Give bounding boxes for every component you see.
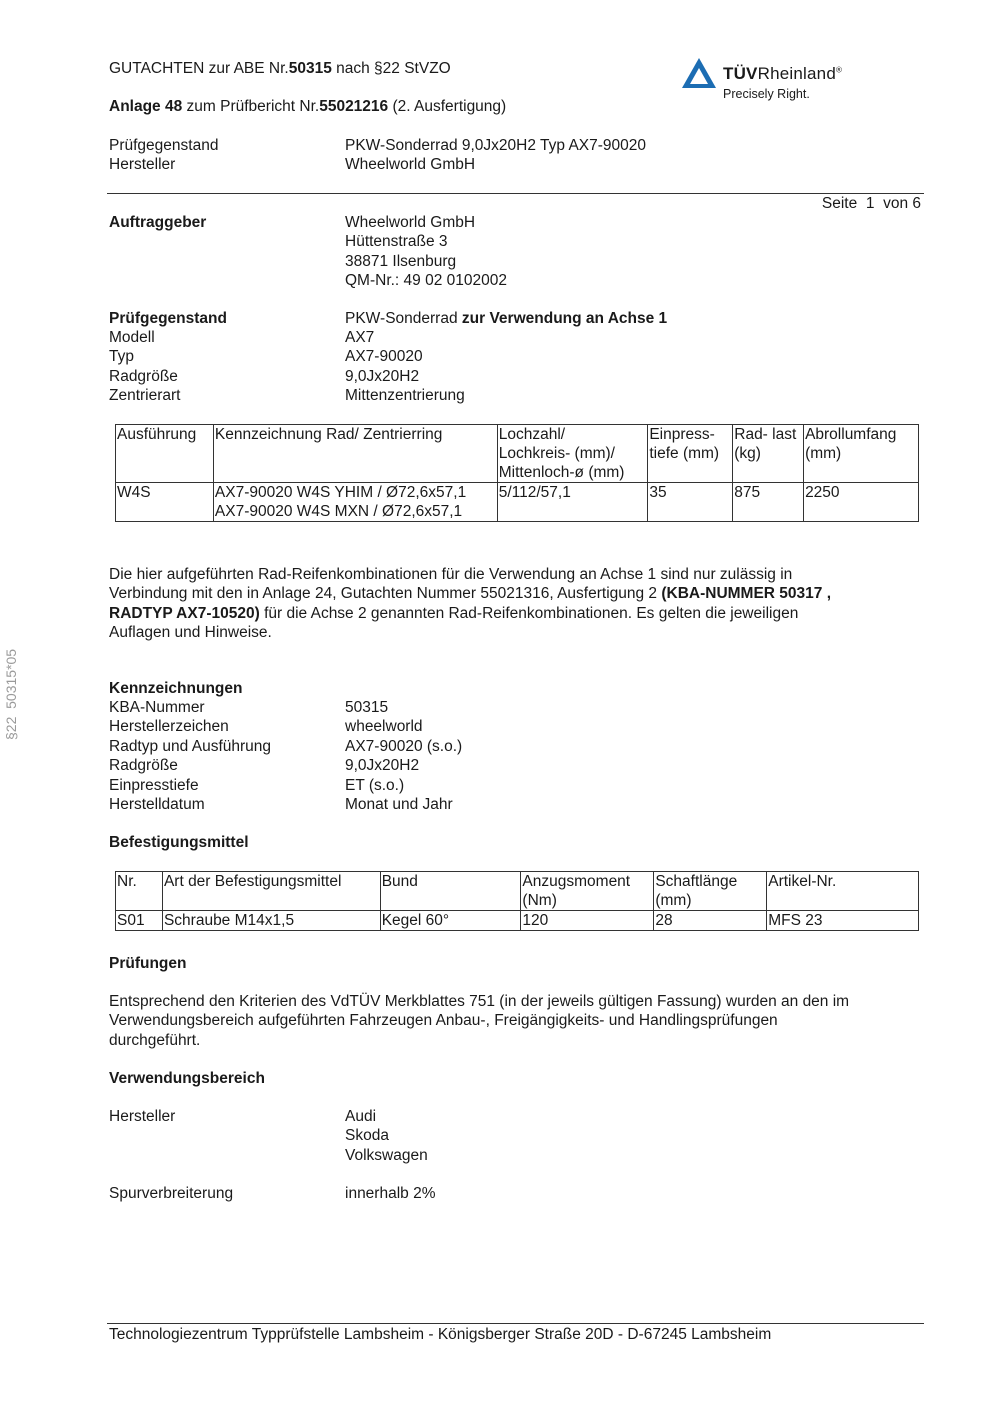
header-text: Rad- last <box>734 426 797 443</box>
paragraph-line <box>109 604 929 623</box>
header-text: Mittenloch-ø (mm) <box>498 464 625 481</box>
kennz-value: 50315 <box>345 699 389 716</box>
header-text: Lochkreis- (mm)/ <box>498 445 615 462</box>
spurverbreiterung-value: innerhalb 2% <box>345 1185 436 1202</box>
table-header-cell <box>521 872 654 911</box>
kennz-value: wheelworld <box>345 718 423 736</box>
pruef-value: AX7-90020 <box>345 348 423 366</box>
pruef-value: 9,0Jx20H2 <box>345 367 420 385</box>
cell-kennzeichnung <box>213 483 497 522</box>
header-value-pruefgegenstand: PKW-Sonderrad 9,0Jx20H2 Typ AX7-90020 <box>345 137 647 154</box>
table-header-cell <box>804 425 919 483</box>
gutachten-title <box>109 59 451 78</box>
header-text: (Nm) <box>522 892 557 909</box>
list-item: Audi <box>345 1108 377 1125</box>
pruef-values <box>345 328 465 406</box>
table-header-cell <box>497 425 648 483</box>
tuv-brand-bold: TÜV <box>723 64 758 83</box>
ausfertigung-text: (2. Ausfertigung) <box>388 98 507 115</box>
kennz-label: Radtyp und Ausführung <box>109 737 272 755</box>
gutachten-suffix: nach §22 StVZO <box>331 60 451 77</box>
address-line: Hüttenstraße 3 <box>345 233 448 251</box>
table-row <box>116 483 919 522</box>
header-text: (kg) <box>734 445 761 462</box>
pruefgegenstand-label: Prüfgegenstand <box>109 310 227 327</box>
pruefgegenstand-value-plain: PKW-Sonderrad <box>345 310 462 327</box>
tuv-triangle-icon <box>681 57 717 89</box>
anlage-mid: zum Prüfbericht Nr. <box>182 98 320 115</box>
anlage-line <box>109 97 506 116</box>
cell-nr: S01 <box>116 911 163 931</box>
auftraggeber-label: Auftraggeber <box>109 214 207 231</box>
table-header-row <box>116 872 919 911</box>
pruefgegenstand-value <box>345 309 667 328</box>
cell-abrollumfang: 2250 <box>804 483 919 522</box>
header-label-pruefgegenstand: Prüfgegenstand <box>109 137 219 154</box>
list-item: Volkswagen <box>345 1146 428 1164</box>
address-line: Wheelworld GmbH <box>345 214 476 231</box>
paragraph-text: für die Achse 2 genannten Rad-Reifenkombinationen. Es gelten die jeweiligen <box>259 604 799 622</box>
tuv-tagline: Precisely Right. <box>723 87 810 101</box>
table-header-cell <box>213 425 497 483</box>
pruef-label: Radgröße <box>109 367 178 385</box>
header-label-hersteller: Hersteller <box>109 156 176 173</box>
paragraph-line: Die hier aufgeführten Rad-Reifenkombinationen für die Verwendung an Achse 1 sind nur zulässig in <box>109 566 793 583</box>
tuv-brand <box>723 64 842 84</box>
pruef-label: Modell <box>109 329 155 346</box>
header-text: (mm) <box>655 892 692 909</box>
pruefungen-text <box>109 992 929 1050</box>
befestigung-title: Befestigungsmittel <box>109 834 249 851</box>
kennzeichnungen-title: Kennzeichnungen <box>109 680 243 697</box>
header-text: Einpress- <box>649 426 715 443</box>
address-line: QM-Nr.: 49 02 0102002 <box>345 272 507 290</box>
cell-artikel: MFS 23 <box>767 911 919 931</box>
kennz-label: Radgröße <box>109 757 178 775</box>
table-header-row <box>116 425 919 483</box>
befestigung-table <box>115 871 919 931</box>
kennzeichnungen-labels <box>109 698 271 814</box>
header-text: Nr. <box>117 873 137 890</box>
table-header-cell <box>116 425 214 483</box>
table-header-cell <box>116 872 163 911</box>
header-text: Art der Befestigungsmittel <box>163 873 342 890</box>
tuv-logo <box>681 57 921 103</box>
header-text: Lochzahl/ <box>498 426 566 443</box>
cell-ausfuehrung: W4S <box>116 483 214 522</box>
verwendung-hersteller-label: Hersteller <box>109 1108 176 1125</box>
pruef-label: Zentrierart <box>109 387 181 405</box>
paragraph-bold: RADTYP AX7-10520) <box>109 604 260 622</box>
pruef-labels <box>109 328 181 406</box>
header-text: Kennzeichnung Rad/ Zentrierring <box>214 426 443 443</box>
kennzeichnung-line: AX7-90020 W4S MXN / Ø72,6x57,1 <box>214 503 463 520</box>
cell-schaftlaenge: 28 <box>654 911 767 931</box>
table-header-cell <box>733 425 804 483</box>
pruef-value: AX7 <box>345 329 375 346</box>
kennz-label: KBA-Nummer <box>109 699 205 716</box>
page-number: Seite 1 von 6 <box>821 195 921 212</box>
list-item: Skoda <box>345 1127 389 1145</box>
kennz-label: Einpresstiefe <box>109 776 199 794</box>
address-line: 38871 Ilsenburg <box>345 252 457 270</box>
combination-paragraph <box>109 565 929 643</box>
footer-text: Technologiezentrum Typprüfstelle Lambsheim - Königsberger Straße 20D - D-67245 Lambsheim <box>109 1326 772 1343</box>
paragraph-bold: (KBA-NUMMER 50317 , <box>661 585 832 603</box>
spurverbreiterung-label: Spurverbreiterung <box>109 1185 234 1202</box>
table-header-cell <box>767 872 919 911</box>
auftraggeber-address <box>345 213 507 291</box>
header-text: Bund <box>381 873 418 890</box>
paragraph-text: Verbindung mit den in Anlage 24, Gutachten Nummer 55021316, Ausfertigung 2 <box>109 585 662 603</box>
cell-lochzahl: 5/112/57,1 <box>497 483 648 522</box>
kennz-label: Herstellerzeichen <box>109 718 229 736</box>
header-value-hersteller: Wheelworld GmbH <box>345 156 476 173</box>
kennz-value: Monat und Jahr <box>345 796 453 814</box>
header-text: (mm) <box>805 445 842 462</box>
verwendung-hersteller-list <box>345 1107 428 1165</box>
header-text: Ausführung <box>117 426 197 443</box>
kennzeichnung-line: AX7-90020 W4S YHIM / Ø72,6x57,1 <box>214 484 467 501</box>
pruefbericht-number: 55021216 <box>319 98 389 115</box>
gutachten-prefix: GUTACHTEN zur ABE Nr. <box>109 60 289 77</box>
footer-divider <box>107 1323 924 1324</box>
kennzeichnungen-values <box>345 698 462 814</box>
anlage-label: Anlage 48 <box>109 98 183 115</box>
pruefungen-line: durchgeführt. <box>109 1031 201 1049</box>
header-text: tiefe (mm) <box>649 445 720 462</box>
table-header-cell <box>648 425 733 483</box>
table-row <box>116 911 919 931</box>
header-text: Schaftlänge <box>655 873 738 890</box>
verwendungsbereich-title: Verwendungsbereich <box>109 1070 265 1087</box>
pruefungen-line: Verwendungsbereich aufgeführten Fahrzeugen Anbau-, Freigängigkeits- und Handlingsprüfungen <box>109 1012 778 1030</box>
registered-mark: ® <box>835 65 843 75</box>
header-text: Anzugsmoment <box>522 873 631 890</box>
table-header-cell <box>380 872 521 911</box>
side-stamp: §22 50315*05 <box>3 648 19 740</box>
cell-art: Schraube M14x1,5 <box>162 911 380 931</box>
pruefungen-line: Entsprechend den Kriterien des VdTÜV Merkblattes 751 (in der jeweils gültigen Fassung) wurden an den im <box>109 993 850 1010</box>
cell-anzugsmoment: 120 <box>521 911 654 931</box>
table-header-cell <box>162 872 380 911</box>
paragraph-line <box>109 584 929 603</box>
header-text: Abrollumfang <box>805 426 897 443</box>
kennz-value: 9,0Jx20H2 <box>345 757 420 775</box>
paragraph-line: Auflagen und Hinweise. <box>109 624 272 642</box>
kennz-value: AX7-90020 (s.o.) <box>345 737 463 755</box>
abe-number: 50315 <box>288 60 332 77</box>
cell-radlast: 875 <box>733 483 804 522</box>
wheel-table <box>115 424 919 522</box>
pruefungen-title: Prüfungen <box>109 955 187 972</box>
table-header-cell <box>654 872 767 911</box>
pruef-label: Typ <box>109 348 134 366</box>
header-text: Artikel-Nr. <box>768 873 837 890</box>
kennz-label: Herstelldatum <box>109 796 205 814</box>
pruef-value: Mittenzentrierung <box>345 387 465 405</box>
cell-bund: Kegel 60° <box>380 911 521 931</box>
tuv-brand-rest: Rheinland <box>757 64 836 83</box>
pruefgegenstand-value-bold: zur Verwendung an Achse 1 <box>461 310 668 327</box>
cell-einpresstiefe: 35 <box>648 483 733 522</box>
kennz-value: ET (s.o.) <box>345 776 405 794</box>
